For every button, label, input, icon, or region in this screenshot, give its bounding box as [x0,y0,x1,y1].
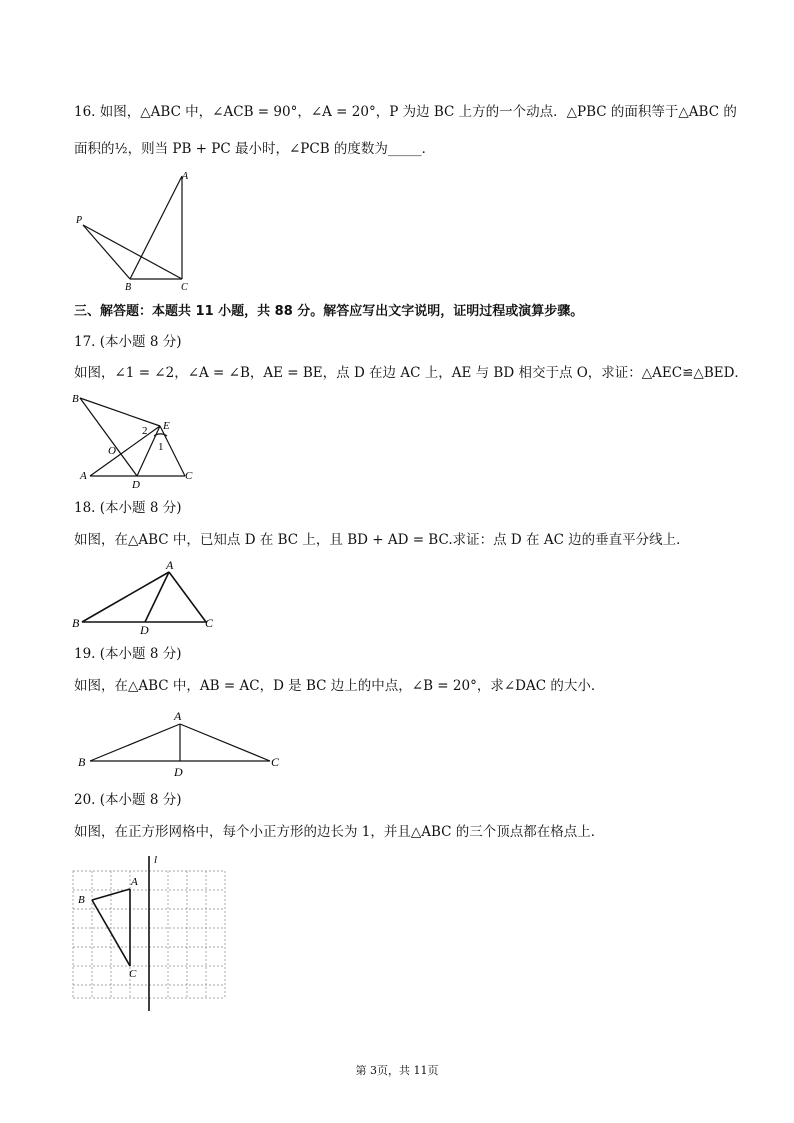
section-heading: 三、解答题：本题共 11 小题，共 88 分。解答应写出文字说明，证明过程或演算步骤。 [74,304,584,319]
q17-figure [70,390,205,490]
q18-label-d: D [140,623,149,637]
q18-label-a: A [166,558,174,572]
q17-text: 如图，∠1 = ∠2，∠A = ∠B，AE = BE，点 D 在边 AC 上，AE 与 BD 相交于点 O，求证：△AEC≌△BED． [74,365,748,381]
q20-label-l: l [154,854,158,866]
q20-label-c: C [129,968,137,980]
q19-label-c: C [271,755,280,769]
page-footer: 第 3页，共 11页 [355,1064,439,1077]
q18-header: 18. (本小题 8 分) [74,500,182,516]
q17-label-one: 1 [158,441,164,453]
q17-label-a: A [80,470,87,482]
q19-label-b: B [78,755,86,769]
q17-header: 17. (本小题 8 分) [74,334,182,350]
q20-figure [70,853,230,1013]
q16-figure [70,168,210,293]
q16-label-p: P [76,215,83,226]
q16-label-b: B [125,282,132,293]
q17-label-o: O [108,445,116,457]
q18-label-b: B [72,616,80,630]
q17-label-c: C [185,470,193,482]
q16-line2: 面积的½，则当 PB + PC 最小时，∠PCB 的度数为_____． [74,141,436,157]
q16-line1: 16. 如图，△ABC 中，∠ACB = 90°，∠A = 20°，P 为边 BC 上方的一个动点．△PBC 的面积等于△ABC 的 [74,104,737,120]
q19-header: 19. (本小题 8 分) [74,646,182,662]
q16-label-a: A [182,171,189,182]
q20-text: 如图，在正方形网格中，每个小正方形的边长为 1，并且△ABC 的三个顶点都在格点上． [74,824,605,840]
q17-label-d: D [132,479,140,491]
q19-label-a: A [174,709,182,723]
q17-label-e: E [163,420,170,432]
q20-header: 20. (本小题 8 分) [74,792,182,808]
q18-figure [70,556,230,636]
q17-label-two: 2 [142,425,148,437]
q18-label-c: C [205,616,214,630]
q18-text: 如图，在△ABC 中，已知点 D 在 BC 上，且 BD + AD = BC.求证：点 D 在 AC 边的垂直平分线上． [74,532,690,548]
q17-label-b: B [72,393,79,405]
q19-figure [70,706,300,781]
q16-label-c: C [181,282,188,293]
q19-text: 如图，在△ABC 中，AB = AC，D 是 BC 边上的中点，∠B = 20°，求∠DAC 的大小． [74,678,605,694]
q20-label-b: B [78,894,85,906]
q19-label-d: D [174,765,183,779]
q20-label-a: A [131,876,138,888]
